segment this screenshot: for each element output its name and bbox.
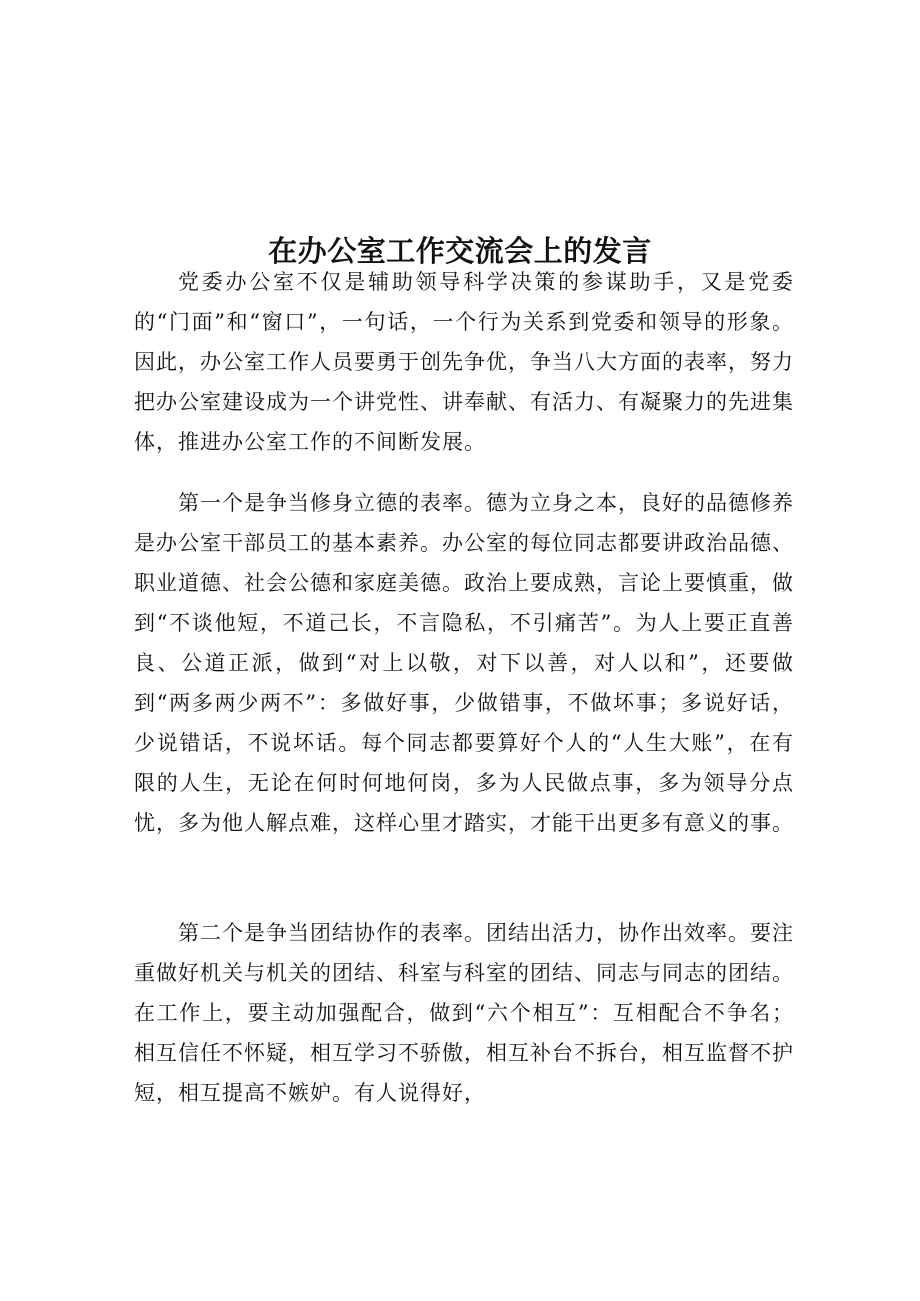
document-title: 在办公室工作交流会上的发言 xyxy=(268,234,652,269)
paragraph-unity-cooperation: 第二个是争当团结协作的表率。团结出活力，协作出效率。要注重做好机关与机关的团结、科室与科室的团结、同志与同志的团结。在工作上，要主动加强配合，做到“六个相互”：互相配合不争名；相互信任不怀疑，相互学习不骄傲，相互补台不拆台，相互监督不护短，相互提高不嫉妒。有人说得好， xyxy=(134,921,794,1105)
paragraph-self-cultivation: 第一个是争当修身立德的表率。德为立身之本，良好的品德修养是办公室干部员工的基本素养。办公室的每位同志都要讲政治品德、职业道德、社会公德和家庭美德。政治上要成熟，言论上要慎重，做到“不谈他短，不道己长，不言隐私，不引痛苦”。为人上要正直善良、公道正派，做到“对上以敬，对下以善，对人以和”，还要做到“两多两少两不”：多做好事，少做错事，不做坏事；多说好话，少说错话，不说坏话。每个同志都要算好个人的“人生大账”，在有限的人生，无论在何时何地何岗，多为人民做点事，多为领导分点忧，多为他人解点难，这样心里才踏实，才能干出更多有意义的事。 xyxy=(134,491,794,835)
paragraph-intro: 党委办公室不仅是辅助领导科学决策的参谋助手，又是党委的“门面”和“窗口”，一句话，一个行为关系到党委和领导的形象。因此，办公室工作人员要勇于创先争优，争当八大方面的表率，努力把办公室建设成为一个讲党性、讲奉献、有活力、有凝聚力的先进集体，推进办公室工作的不间断发展。 xyxy=(134,270,794,454)
